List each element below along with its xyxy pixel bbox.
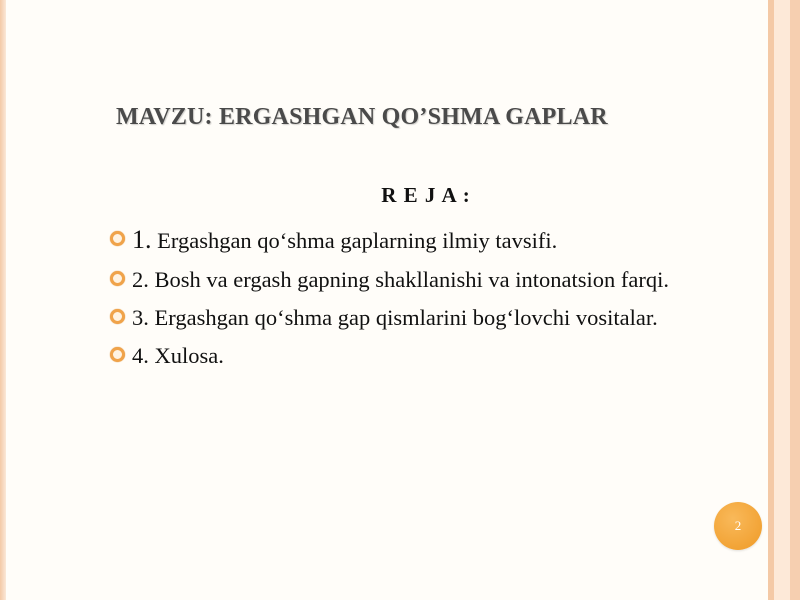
plan-item-1-number: 1. — [132, 225, 152, 254]
plan-item-2 — [110, 264, 730, 295]
slide-title: MAVZU: ERGASHGAN QO’SHMA GAPLAR — [116, 104, 608, 130]
plan-item-3-text: 3. Ergashgan qo‘shma gap qismlarini bog‘lovchi vositalar. — [132, 305, 658, 330]
plan-item-1 — [110, 224, 730, 256]
bullet-ring-icon — [110, 309, 125, 324]
slide — [6, 0, 766, 600]
plan-heading: R E J A : — [381, 183, 471, 207]
plan-item-4 — [110, 340, 730, 371]
plan-item-3 — [110, 302, 730, 333]
plan-item-1-text: Ergashgan qo‘shma gaplarning ilmiy tavsifi. — [151, 228, 558, 253]
page-number-badge: 2 — [714, 502, 762, 550]
bullet-ring-icon — [110, 347, 125, 362]
bullet-ring-icon — [110, 231, 125, 246]
right-border-decoration — [766, 0, 800, 600]
plan-list — [110, 224, 730, 378]
bullet-ring-icon — [110, 271, 125, 286]
plan-item-2-text: 2. Bosh va ergash gapning shakllanishi va intonatsion farqi. — [132, 267, 670, 292]
plan-item-4-text: 4. Xulosa. — [132, 343, 224, 368]
